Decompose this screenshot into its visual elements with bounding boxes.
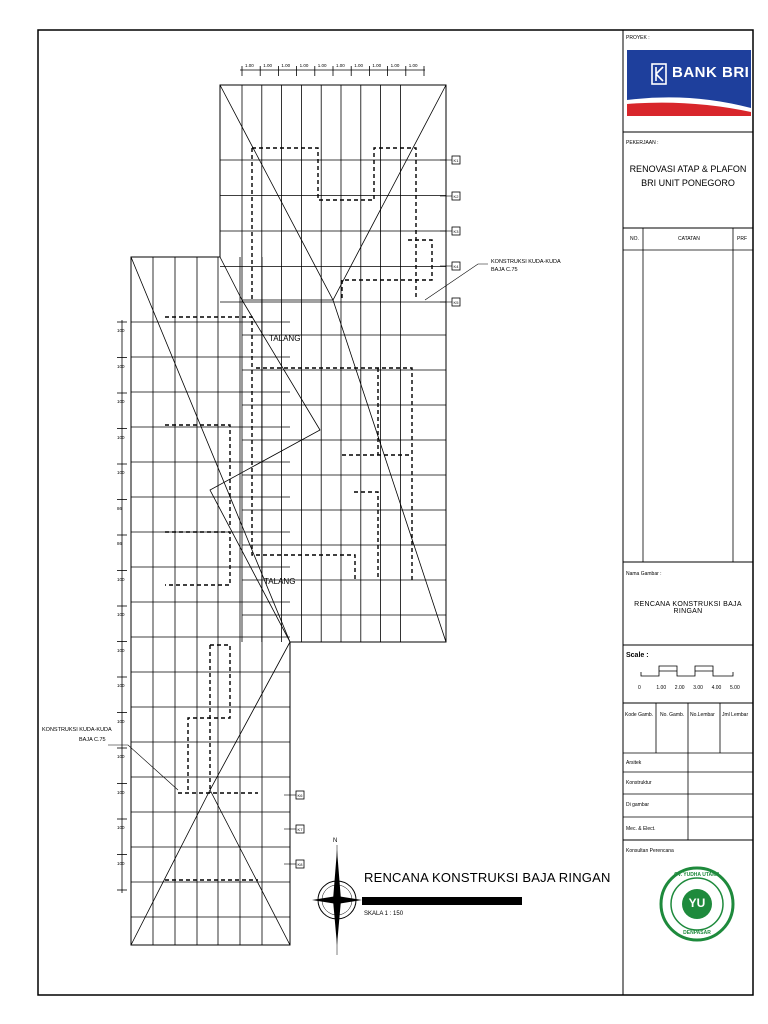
- seal-center: YU: [688, 896, 706, 910]
- truss-tag-label: K7: [297, 827, 303, 832]
- north-arrow-icon: [312, 845, 362, 955]
- left-dim-label: 100: [117, 434, 125, 440]
- truss-tags: [284, 156, 460, 868]
- scale-tick-label: 5.00: [730, 685, 740, 691]
- project-line-2: BRI UNIT PONEGORO: [641, 178, 735, 188]
- pekerjaan-label: PEKERJAAN :: [626, 140, 659, 146]
- mec-elect-label: Mec. & Elect.: [626, 826, 656, 832]
- left-dimension-line: [117, 320, 127, 893]
- scale-tick-label: 2.00: [674, 685, 685, 691]
- left-dim-label: 100: [117, 683, 125, 688]
- di-gambar-label: Di gambar: [626, 802, 650, 808]
- truss-tag-label: K2: [453, 194, 459, 199]
- scale-bar: [641, 666, 733, 676]
- left-dim-label: 100: [117, 754, 125, 759]
- top-dim-label: 1.00: [408, 63, 418, 68]
- truss-line: [252, 148, 416, 300]
- scale-tick-label: 3.00: [693, 685, 703, 691]
- top-dim-label: 1.00: [299, 63, 309, 68]
- left-dim-label: 86: [117, 541, 123, 546]
- valley-join: [220, 257, 242, 300]
- nama-gambar-label: Nama Gambar :: [626, 571, 662, 577]
- truss-tag-label: K8: [297, 862, 303, 867]
- jml-lembar: Jml Lembar: [722, 712, 749, 718]
- seal-text-bottom: DENPASAR: [683, 930, 711, 936]
- rafters-left: [153, 257, 262, 945]
- top-dim-label: 1.00: [372, 63, 382, 68]
- top-dim-label: 1.00: [281, 63, 291, 68]
- no-lembar: No.Lembar: [690, 712, 715, 718]
- top-dim-label: 1.00: [336, 63, 345, 68]
- seal-text-top: CV. YUDHA UTAMA: [674, 872, 720, 878]
- col-catatan: CATATAN: [678, 236, 700, 242]
- kuda-label-top-1: KONSTRUKSI KUDA-KUDA: [491, 259, 561, 265]
- left-dim-label: 100: [117, 576, 125, 582]
- nama-gambar-value: RENCANA KONSTRUKSI BAJA RINGAN: [634, 601, 742, 615]
- truss-tag-label: K5: [453, 300, 459, 305]
- left-dim-label: 100: [117, 328, 125, 333]
- left-dim-label: 100: [117, 825, 125, 830]
- truss-line: [165, 317, 355, 580]
- left-dim-label: 100: [117, 470, 125, 475]
- valley-talang: [210, 300, 320, 642]
- left-dim-label: 100: [117, 718, 125, 724]
- left-dim-label: 100: [117, 363, 125, 369]
- roof-plan: [131, 85, 446, 945]
- no-gamb: No. Gamb.: [660, 712, 685, 718]
- truss-tag-label: K3: [453, 229, 459, 234]
- rafters-top: [242, 85, 400, 642]
- kuda-label-left-1: KONSTRUKSI KUDA-KUDA: [42, 727, 112, 733]
- north-label: N: [333, 838, 338, 844]
- konstruktur-label: Konstruktur: [626, 780, 652, 786]
- truss-tag-label: K1: [453, 158, 459, 163]
- bank-logo-text: BANK BRI: [672, 64, 750, 81]
- talang-label-1: TALANG: [269, 334, 301, 343]
- col-prf: PRF: [737, 236, 747, 242]
- drawing-title-underline: [362, 897, 522, 905]
- kuda-label-left-2: BAJA C.75: [79, 737, 106, 743]
- kuda-label-top-2: BAJA C.75: [491, 267, 518, 273]
- top-dim-label: 1.00: [317, 63, 327, 68]
- konsultan-label: Konsultan Perencana: [626, 848, 674, 854]
- left-dim-label: 86: [117, 505, 123, 511]
- scale-label: Scale :: [626, 652, 649, 659]
- top-dim-label: 1.00: [390, 63, 400, 68]
- truss-line: [256, 368, 412, 580]
- hip-bottom-right: [210, 790, 290, 945]
- project-line-1: RENOVASI ATAP & PLAFON: [629, 164, 747, 174]
- truss-line: [342, 240, 432, 300]
- arsitek-label: Arsitek: [626, 760, 642, 766]
- truss-line: [354, 492, 378, 580]
- roof-outline: [131, 85, 446, 945]
- left-dim-label: 100: [117, 399, 125, 404]
- top-dim-label: 1.00: [354, 63, 363, 68]
- left-dim-label: 100: [117, 612, 125, 617]
- proyek-label: PROYEK :: [626, 35, 650, 41]
- kode-gamb: Kode Gamb.: [625, 712, 654, 718]
- scale-tick-label: 1.00: [656, 685, 667, 691]
- scale-tick-label: 4.00: [711, 685, 722, 691]
- purlins: [131, 160, 446, 917]
- truss-tag-label: K6: [297, 793, 303, 798]
- left-dim-label: 100: [117, 860, 125, 866]
- drawing-scale: SKALA 1 : 150: [364, 911, 404, 917]
- scale-tick-label: 0: [638, 685, 641, 691]
- left-dim-label: 100: [117, 789, 125, 795]
- talang-label-2: TALANG: [264, 577, 296, 586]
- truss-lines: [165, 148, 432, 880]
- left-dim-label: 100: [117, 647, 125, 653]
- truss-tag-label: K4: [453, 264, 459, 269]
- truss-line: [188, 645, 230, 790]
- col-no: NO.: [630, 236, 639, 242]
- drawing-title: RENCANA KONSTRUKSI BAJA RINGAN: [364, 870, 611, 885]
- top-dim-label: 1.00: [263, 63, 272, 68]
- hip-top: [220, 85, 446, 300]
- top-dim-label: 1.00: [245, 63, 254, 68]
